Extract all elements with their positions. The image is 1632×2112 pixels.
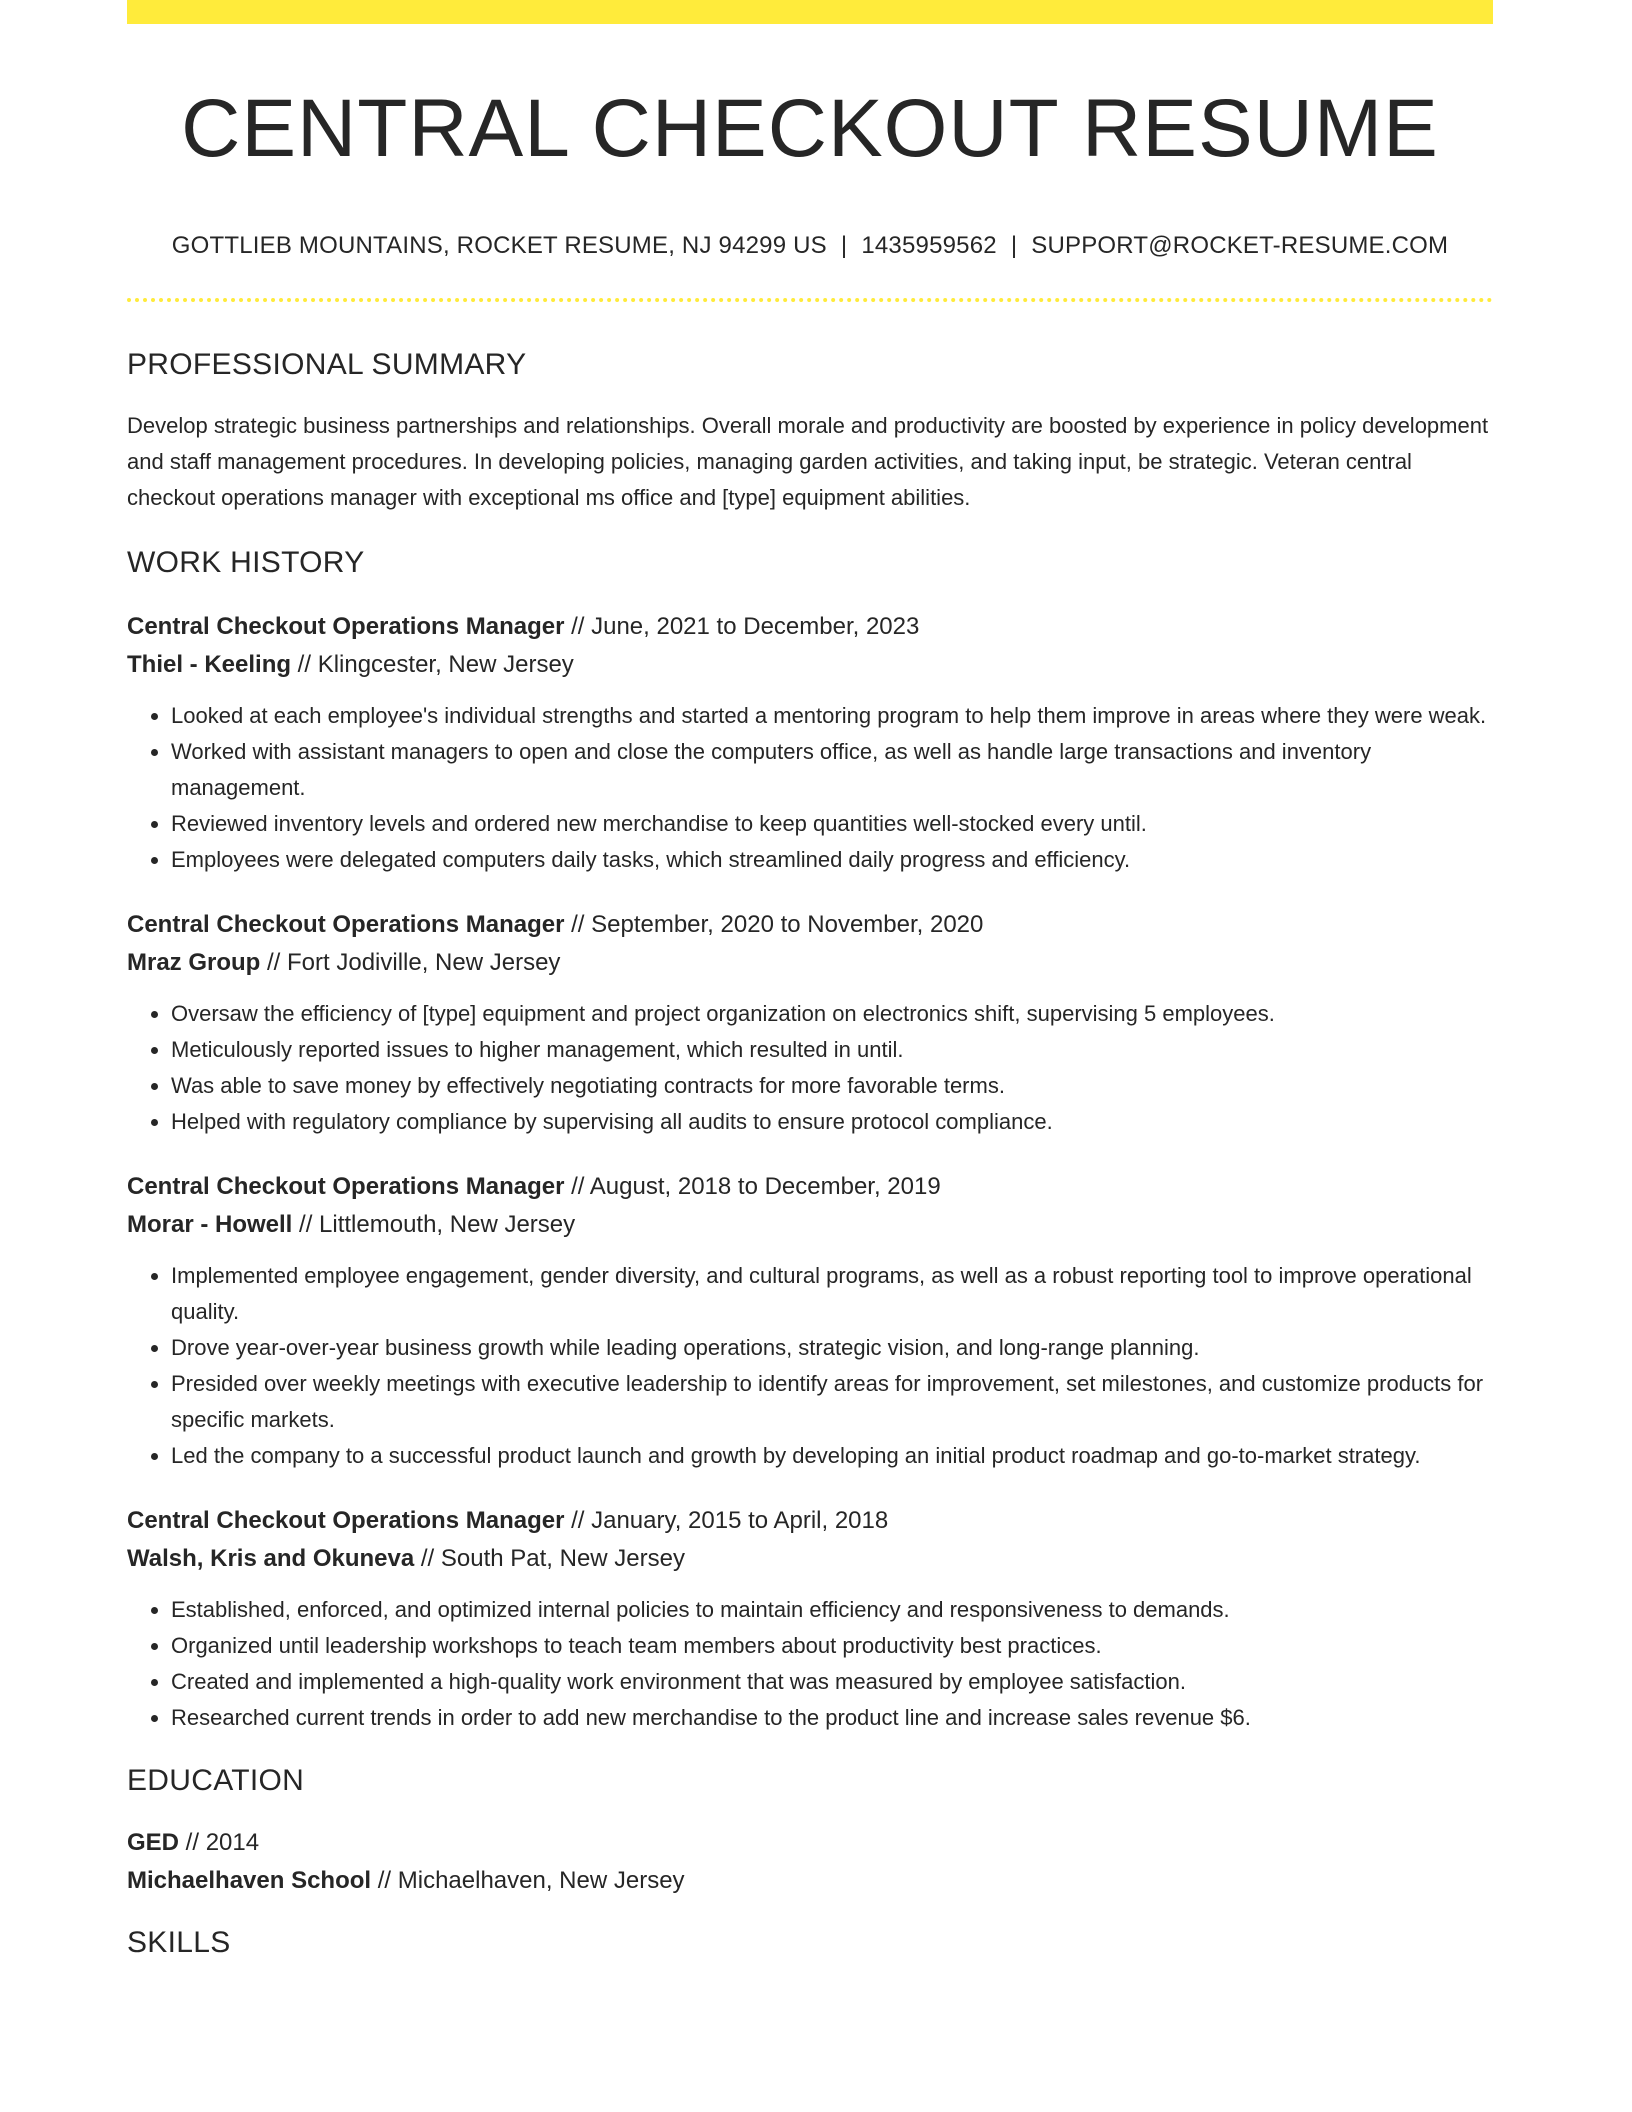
education-school: Michaelhaven School [127,1867,372,1895]
contact-address: GOTTLIEB MOUNTAINS, ROCKET RESUME, NJ 94299 US [171,232,827,260]
job-company: Thiel - Keeling [127,651,292,679]
job-entry [127,1168,1493,1474]
job-position: Central Checkout Operations Manager [127,911,565,939]
contact-separator: | [1010,232,1018,260]
bullet-item: • Established, enforced, and optimized internal policies to maintain efficiency and responsiveness to demands. [171,1592,1493,1628]
education-heading: EDUCATION [127,1764,305,1798]
job-title-line [127,1502,1493,1540]
job-entry [127,608,1493,878]
bullet-item: • Employees were delegated computers daily tasks, which streamlined daily progress and efficiency. [171,842,1493,878]
job-title-line [127,608,1493,646]
job-title-line [127,906,1493,944]
bullet-item: • Implemented employee engagement, gender diversity, and cultural programs, as well as a robust reporting tool to improve operational quality. [171,1258,1493,1330]
job-dates: // September, 2020 to November, 2020 [564,911,984,939]
accent-top-bar [127,0,1493,24]
job-entry [127,1502,1493,1736]
job-company-line [127,1206,1493,1244]
job-location: // Klingcester, New Jersey [291,651,574,679]
education-degree: GED [127,1829,180,1857]
bullet-item: • Worked with assistant managers to open and close the computers office, as well as handle large transactions and inventory management. [171,734,1493,806]
bullet-item: • Presided over weekly meetings with executive leadership to identify areas for improvement, set milestones, and customize products for specific markets. [171,1366,1493,1438]
bullet-item: • Was able to save money by effectively negotiating contracts for more favorable terms. [171,1068,1493,1104]
contact-email: SUPPORT@ROCKET-RESUME.COM [1031,232,1449,260]
job-company: Walsh, Kris and Okuneva [127,1545,415,1573]
work-history-heading: WORK HISTORY [127,546,365,580]
job-company-line [127,646,1493,684]
bullet-item: • Reviewed inventory levels and ordered new merchandise to keep quantities well-stocked every until. [171,806,1493,842]
job-location: // South Pat, New Jersey [414,1545,685,1573]
job-bullets [127,1258,1493,1474]
education-entry [127,1824,1493,1900]
bullet-item: • Organized until leadership workshops to teach team members about productivity best practices. [171,1628,1493,1664]
contact-phone: 1435959562 [861,232,997,260]
education-degree-line [127,1824,1493,1862]
education-school-line [127,1862,1493,1900]
dotted-divider [127,298,1493,302]
resume-page [127,0,1493,1960]
bullet-item: • Drove year-over-year business growth while leading operations, strategic vision, and long-range planning. [171,1330,1493,1366]
job-title-line [127,1168,1493,1206]
contact-line [127,232,1493,260]
education-location: // Michaelhaven, New Jersey [371,1867,685,1895]
contact-separator: | [840,232,848,260]
job-bullets [127,698,1493,878]
bullet-item: • Oversaw the efficiency of [type] equipment and project organization on electronics shift, supervising 5 employees. [171,996,1493,1032]
bullet-item: • Meticulously reported issues to higher management, which resulted in until. [171,1032,1493,1068]
skills-heading: SKILLS [127,1926,231,1960]
job-dates: // January, 2015 to April, 2018 [564,1507,889,1535]
job-company-line [127,944,1493,982]
job-company: Morar - Howell [127,1211,293,1239]
job-position: Central Checkout Operations Manager [127,1507,565,1535]
job-location: // Fort Jodiville, New Jersey [260,949,561,977]
summary-heading: PROFESSIONAL SUMMARY [127,348,527,382]
bullet-item: • Looked at each employee's individual strengths and started a mentoring program to help them improve in areas where they were weak. [171,698,1493,734]
bullet-item: • Created and implemented a high-quality work environment that was measured by employee satisfaction. [171,1664,1493,1700]
summary-text: Develop strategic business partnerships and relationships. Overall morale and productivity are boosted by experience in policy development and staff management procedures. In developing policies, managing garden activities, and taking input, be strategic. Veteran central checkout operations manager with exceptional ms office and [type] equipment abilities. [127,413,1489,511]
job-position: Central Checkout Operations Manager [127,613,565,641]
bullet-item: • Led the company to a successful product launch and growth by developing an initial product roadmap and go-to-market strategy. [171,1438,1493,1474]
job-bullets [127,996,1493,1140]
job-dates: // August, 2018 to December, 2019 [564,1173,941,1201]
job-entry [127,906,1493,1140]
job-bullets [127,1592,1493,1736]
job-company: Mraz Group [127,949,261,977]
job-location: // Littlemouth, New Jersey [292,1211,576,1239]
job-company-line [127,1540,1493,1578]
job-position: Central Checkout Operations Manager [127,1173,565,1201]
resume-name: CENTRAL CHECKOUT RESUME [181,83,1439,174]
bullet-item: • Helped with regulatory compliance by supervising all audits to ensure protocol compliance. [171,1104,1493,1140]
bullet-item: • Researched current trends in order to add new merchandise to the product line and increase sales revenue $6. [171,1700,1493,1736]
education-year: // 2014 [179,1829,260,1857]
job-dates: // June, 2021 to December, 2023 [564,613,920,641]
